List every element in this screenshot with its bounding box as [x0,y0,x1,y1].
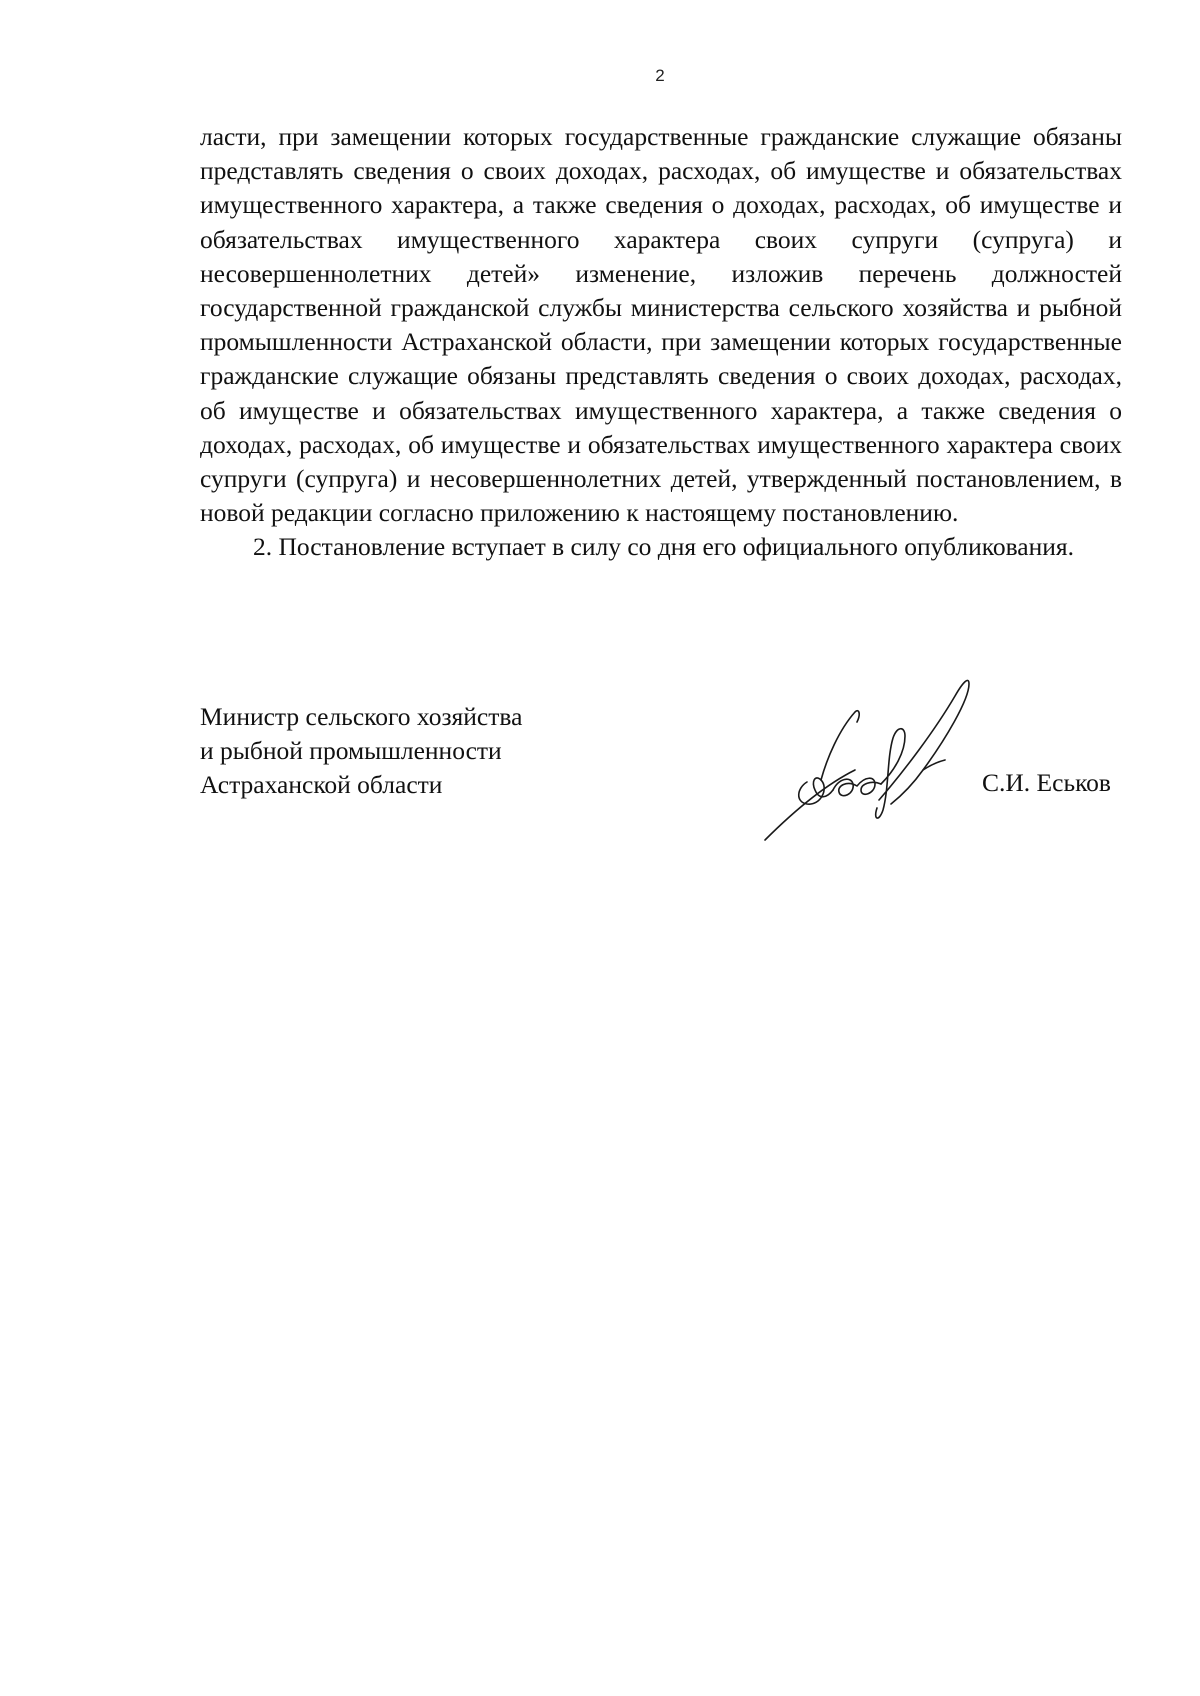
signatory-position [200,700,522,802]
body-text [200,120,1122,565]
position-line: Министр сельского хозяйства [200,702,523,731]
page-number: 2 [655,66,665,85]
paragraph-item-2: 2. Постановление вступает в силу со дня его официального опубликования. [253,532,1074,562]
paragraph-continuation: ласти, при замещении которых государственные гражданские служащие обязаны представлять сведения о своих доходах, расходах, об имуществе и обязательствах имущественного характера, а также сведения о доходах, расходах, об имуществе и обязательствах имущественного характера своих супруги (супруга) и несовершеннолетних детей» изменение, изложив перечень должностей государственной гражданской службы министерства сельского хозяйства и рыбной промышленности Астраханской области, при замещении которых государственные гражданские служащие обязаны представлять сведения о своих доходах, расходах, об имуществе и обязательствах имущественного характера, а также сведения о доходах, расходах, об имуществе и обязательствах имущественного характера своих супруги (супруга) и несовершеннолетних детей, утвержденный постановлением, в новой редакции согласно приложению к настоящему постановлению. [200,122,1122,528]
handwritten-signature [755,670,995,850]
position-line: Астраханской области [200,770,443,799]
position-line: и рыбной промышленности [200,736,502,765]
signer-name: С.И. Еськов [982,768,1111,797]
